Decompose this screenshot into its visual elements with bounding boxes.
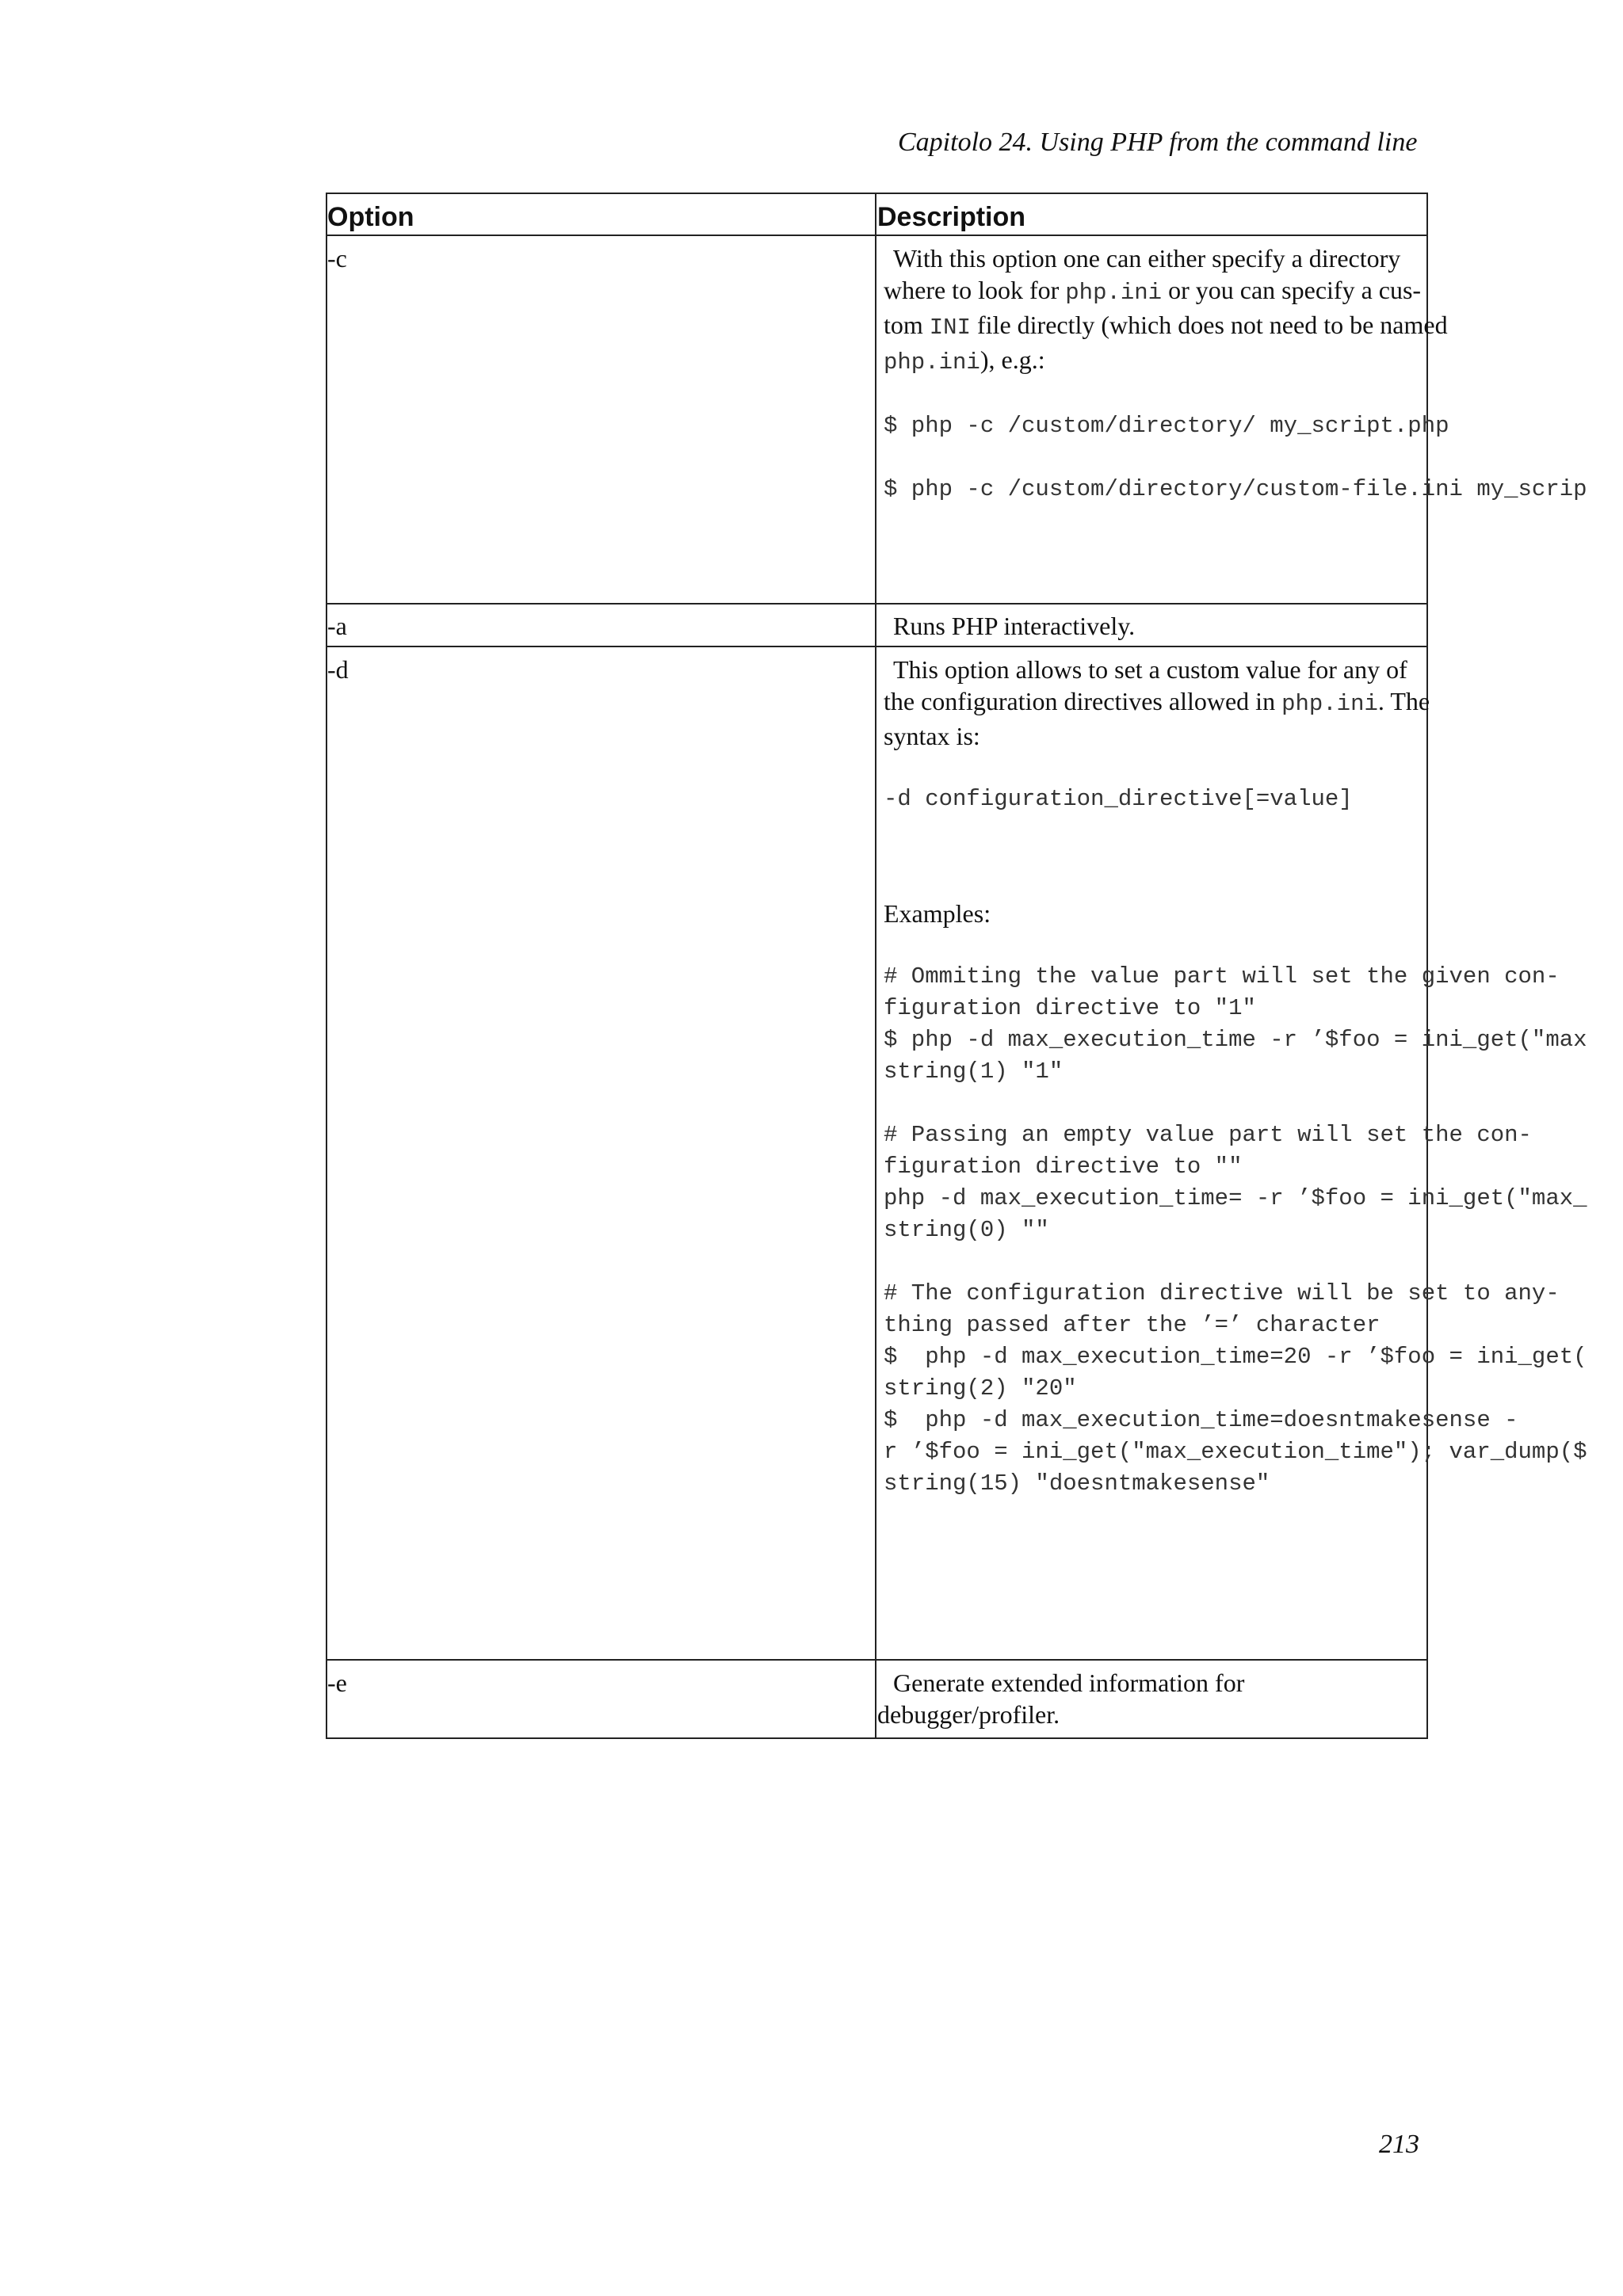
description-paragraph: tom INI file directly (which does not need to be named: [884, 311, 1448, 341]
code-example-line: thing passed after the ’=’ character: [884, 1312, 1381, 1338]
options-table: [326, 193, 1587, 1739]
code-example-line: # Ommiting the value part will set the given con-: [884, 963, 1560, 990]
column-divider: [875, 605, 876, 646]
running-header: Capitolo 24. Using PHP from the command line: [898, 128, 1418, 157]
column-divider: [875, 236, 876, 603]
column-divider: [875, 647, 876, 1659]
description-paragraph: Runs PHP interactively.: [893, 612, 1136, 640]
code-example-line: r ’$foo = ini_get("max_execution_time"); var_dump($: [884, 1439, 1587, 1465]
code-example-line: string(1) "1": [884, 1058, 1064, 1085]
option-name: -e: [327, 1669, 347, 1697]
option-description: [877, 654, 1598, 1500]
table-row-c: [327, 236, 1587, 605]
header-option: Option: [327, 202, 414, 232]
description-paragraph: syntax is:: [884, 722, 980, 750]
option-description: [877, 1667, 1598, 1730]
code-example-line: $ php -d max_execution_time=20 -r ’$foo = ini_get(: [884, 1344, 1587, 1370]
option-name: -a: [327, 612, 347, 640]
option-description: [877, 242, 1598, 505]
description-paragraph: php.ini), e.g.:: [884, 345, 1045, 376]
description-paragraph: where to look for php.ini or you can specify a cus-: [884, 276, 1422, 306]
description-paragraph: With this option one can either specify a directory: [893, 244, 1401, 273]
code-example-line: string(2) "20": [884, 1375, 1077, 1402]
description-paragraph: the configuration directives allowed in php.ini. The: [884, 687, 1430, 717]
code-example-line: figuration directive to "1": [884, 995, 1256, 1021]
code-example: $ php -c /custom/directory/custom-file.ini my_scrip: [884, 476, 1587, 502]
option-description: [877, 610, 1598, 642]
code-example-line: $ php -d max_execution_time=doesntmakesense -: [884, 1407, 1518, 1433]
code-example-line: string(0) "": [884, 1217, 1049, 1243]
table-header-row: [327, 194, 1426, 236]
syntax-code: -d configuration_directive[=value]: [884, 786, 1353, 812]
page-number: 213: [1379, 2130, 1419, 2159]
description-paragraph: Generate extended information for: [893, 1669, 1245, 1697]
code-example-line: # Passing an empty value part will set the con-: [884, 1122, 1532, 1148]
table-row-a: [327, 605, 1426, 647]
code-example-line: $ php -d max_execution_time -r ’$foo = ini_get("max: [884, 1027, 1587, 1053]
column-divider: [875, 1661, 876, 1737]
option-name: -c: [327, 244, 347, 273]
column-divider: [875, 194, 876, 235]
code-example: $ php -c /custom/directory/ my_script.php: [884, 413, 1449, 439]
table-row-e: [327, 1661, 1426, 1739]
description-paragraph: debugger/profiler.: [877, 1700, 1060, 1729]
code-example-line: figuration directive to "": [884, 1154, 1243, 1180]
table-row-d: [327, 647, 1587, 1661]
description-paragraph: This option allows to set a custom value for any of: [893, 655, 1407, 684]
code-example-line: php -d max_execution_time= -r ’$foo = ini_get("max_: [884, 1185, 1587, 1211]
header-description: Description: [877, 202, 1026, 232]
examples-label: Examples:: [884, 899, 991, 928]
code-example-line: string(15) "doesntmakesense": [884, 1470, 1270, 1497]
option-name: -d: [327, 655, 349, 684]
code-example-line: # The configuration directive will be set to any-: [884, 1280, 1560, 1306]
